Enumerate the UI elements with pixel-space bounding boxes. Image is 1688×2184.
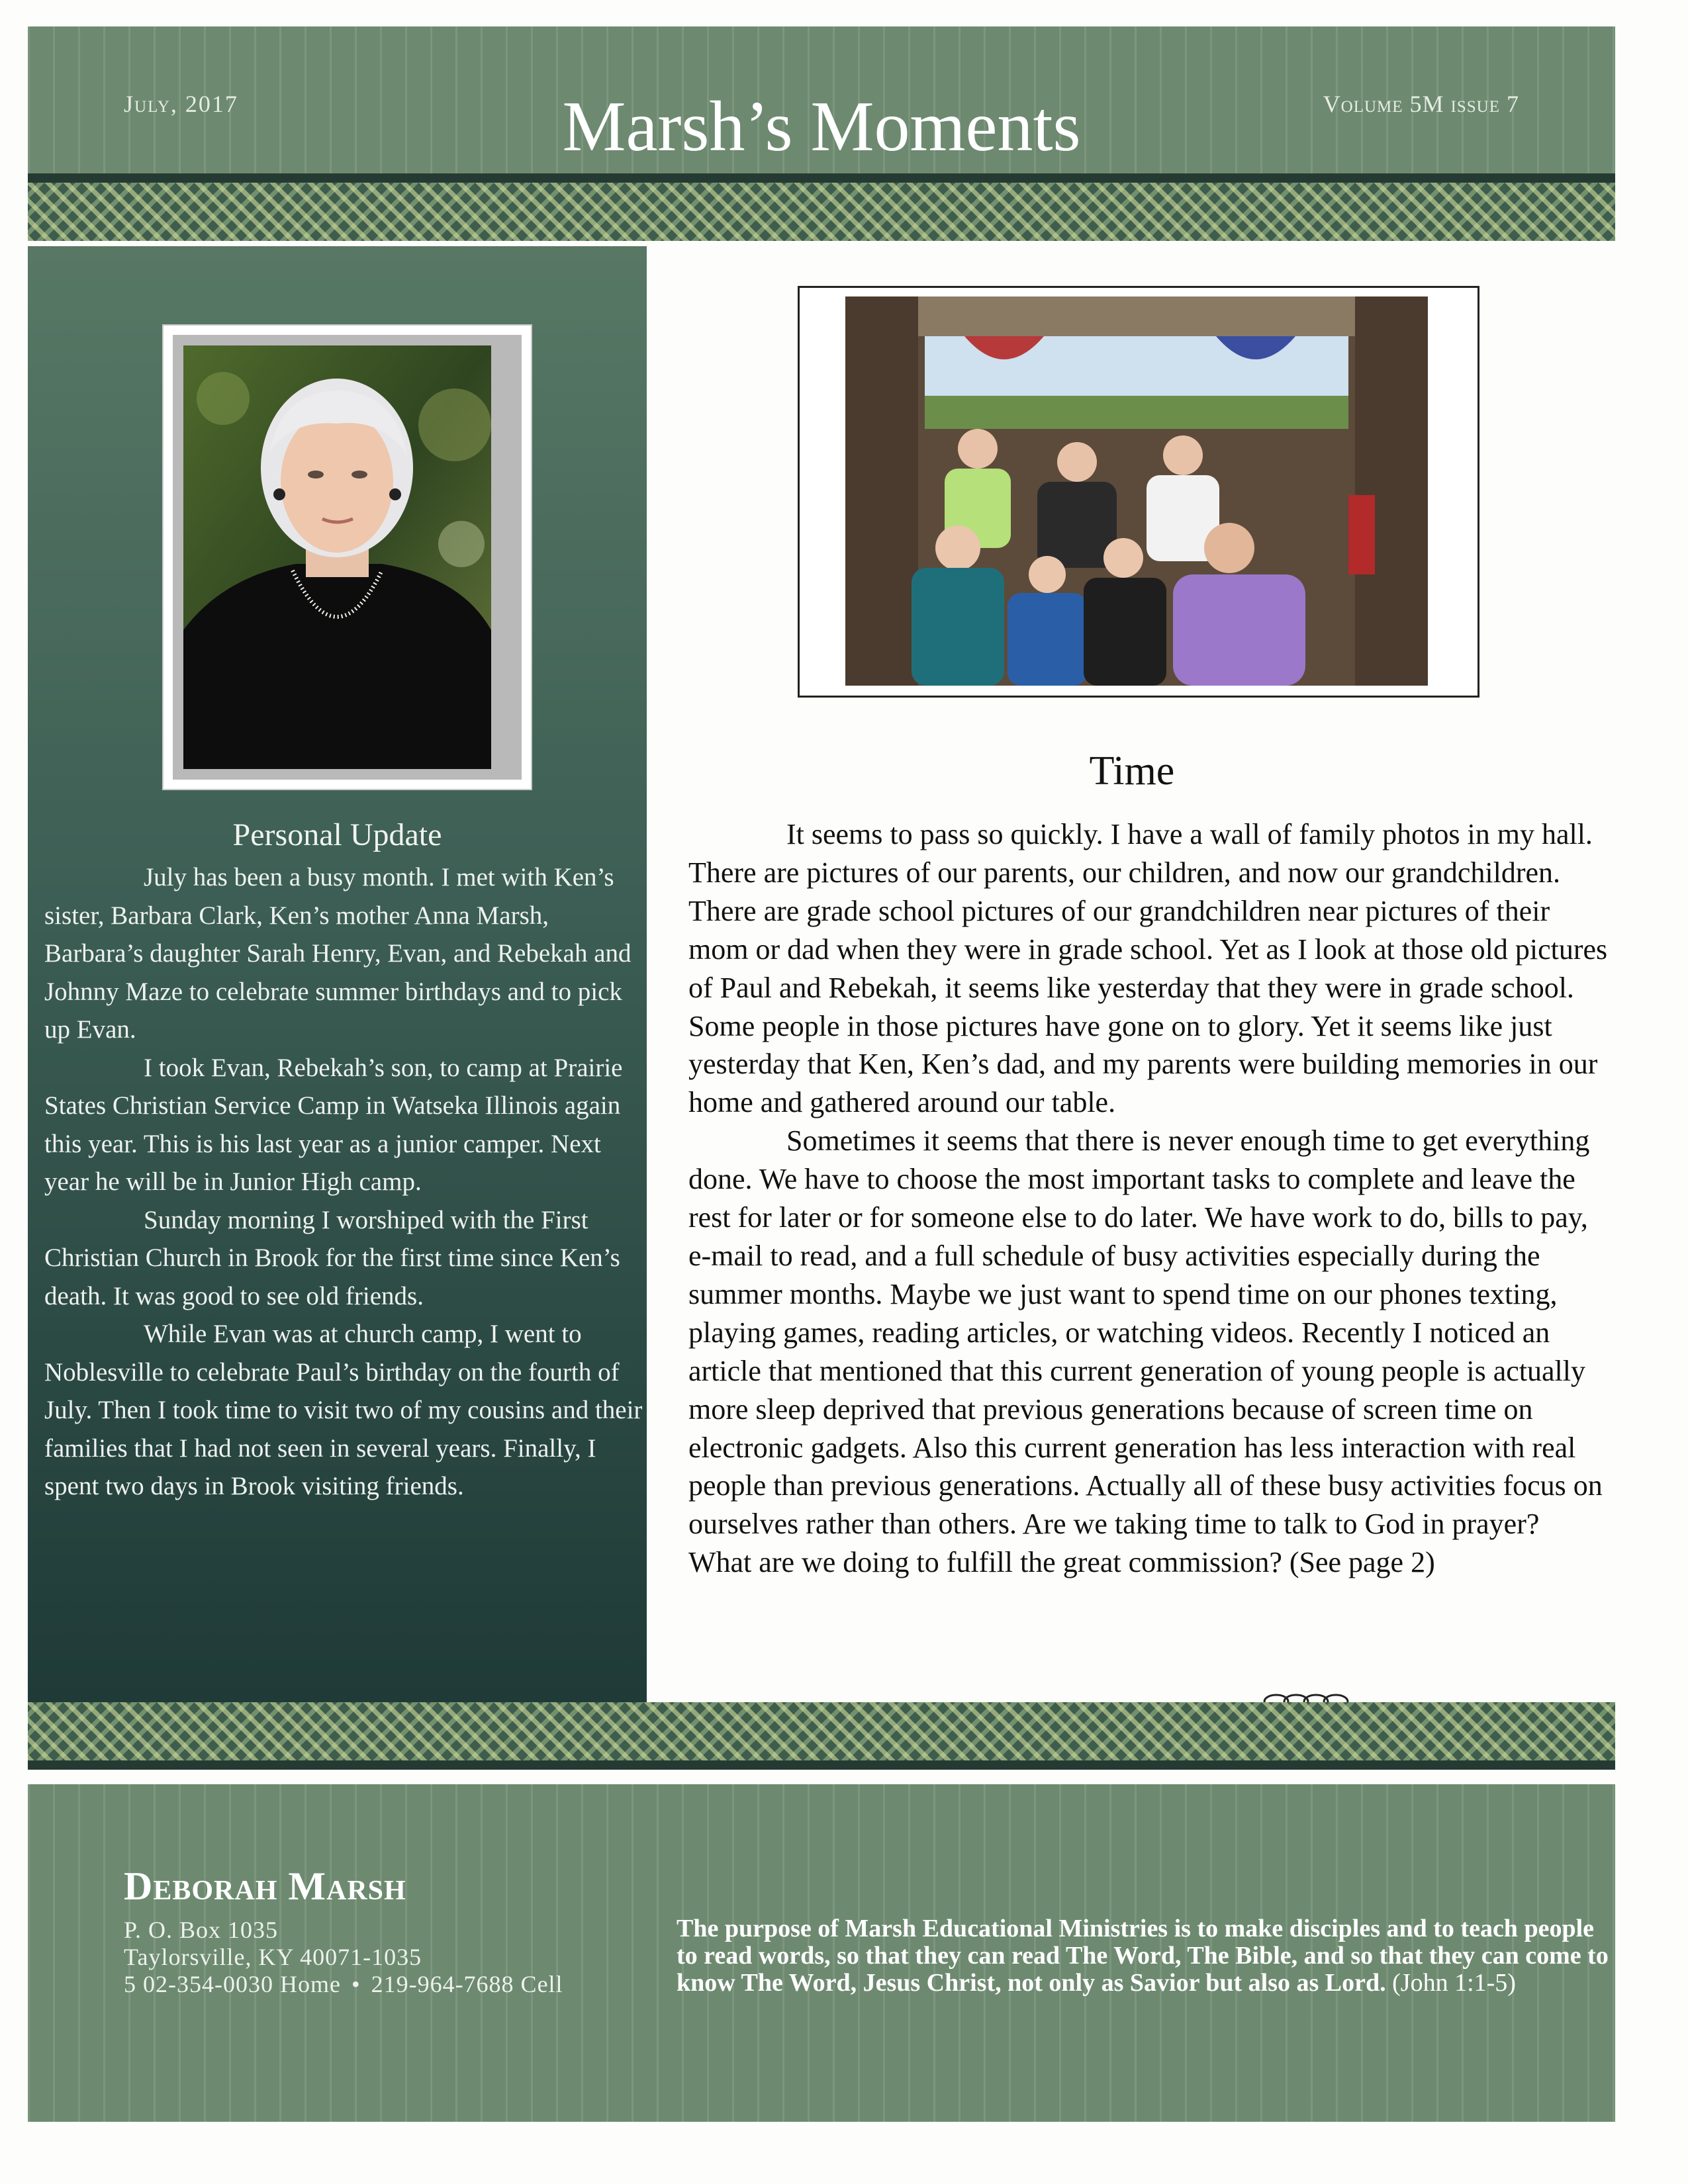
header-divider — [28, 173, 1615, 183]
personal-update-heading: Personal Update — [232, 817, 442, 852]
family-photo-frame — [798, 286, 1479, 698]
article-body — [688, 815, 1609, 1582]
author-address — [124, 1917, 563, 1998]
article-title: Time — [1089, 749, 1175, 794]
article-paragraph: Sometimes it seems that there is never enough time to get everything done. We have to choose the most important tasks to complete and leave the rest for later or for someone else to do later. We have work to do, bills to pay, e-mail to read, and a full schedule of busy activities especially during the summer months. Maybe we just want to spend time on our phones texting, playing games, reading articles, or watching videos. Recently I noticed an article that mentioned that this current generation of young people is actually more sleep deprived that previous generations because of screen time on electronic gadgets. Also this current generation has less interaction with real people than previous generations. Actually all of these busy activities focus on ourselves rather than others. Are we taking time to talk to God in prayer? What are we doing to fulfill the great commission? (See page 2) — [688, 1124, 1603, 1579]
personal-update-paragraph: While Evan was at church camp, I went to Noblesville to celebrate Paul’s birthday on the fourth of July. Then I took time to visit two of my cousins and their families that I had not seen in several years. Finally, I spent two days in Brook visiting friends. — [44, 1320, 643, 1500]
personal-update-paragraph: July has been a busy month. I met with Ken’s sister, Barbara Clark, Ken’s mother Anna Marsh, Barbara’s daughter Sarah Henry, Evan, and Rebekah and Johnny Maze to celebrate summer birthdays and to pick up Evan. — [44, 863, 632, 1044]
mission-scripture-ref: (John 1:1-5) — [1392, 1969, 1516, 1997]
personal-update-body — [44, 858, 643, 1506]
address-line-2: Taylorsville, KY 40071-1035 — [124, 1944, 422, 1970]
newsletter-title: Marsh’s Moments — [562, 87, 1081, 166]
separator-bullet: • — [351, 1971, 361, 1997]
footer — [28, 1784, 1615, 2122]
footer-divider — [28, 1760, 1615, 1770]
address-line-1: P. O. Box 1035 — [124, 1917, 279, 1943]
author-name: Deborah Marsh — [124, 1864, 406, 1908]
mission-statement — [677, 1915, 1617, 1997]
masthead — [28, 26, 1615, 176]
issue-date: July, 2017 — [124, 91, 238, 117]
sidebar — [28, 246, 647, 1702]
portrait-photo — [183, 345, 491, 769]
article-paragraph: It seems to pass so quickly. I have a wall of family photos in my hall. There are pictures of our parents, our children, and now our grandchildren. There are grade school pictures of our grandchildren near pictures of their mom or dad when they were in grade school. Yet as I look at those old pictures of Paul and Rebekah, it seems like yesterday that they were in grade school. Some people in those pictures have gone on to glory. Yet it seems like just yesterday that Ken, Ken’s dad, and my parents were building memories in our home and gathered around our table. — [688, 818, 1608, 1119]
top-pattern-band — [28, 183, 1615, 241]
home-phone: 5 02-354-0030 Home — [124, 1971, 341, 1997]
cell-phone: 219-964-7688 Cell — [371, 1971, 563, 1997]
family-photo — [845, 296, 1428, 686]
personal-update-paragraph: Sunday morning I worshiped with the First Christian Church in Brook for the first time since Ken’s death. It was good to see old friends. — [44, 1205, 620, 1310]
mission-text: The purpose of Marsh Educational Ministries is to make disciples and to teach people to read words, so that they can read The Word, The Bible, and so that they can come to know The Word, Jesus Christ, not only as Savior but also as Lord. — [677, 1915, 1609, 1997]
phone-line — [124, 1971, 563, 1998]
issue-volume: Volume 5M issue 7 — [1323, 91, 1519, 117]
portrait-frame — [164, 326, 531, 789]
bottom-pattern-band — [28, 1702, 1615, 1760]
personal-update-paragraph: I took Evan, Rebekah’s son, to camp at Prairie States Christian Service Camp in Watseka Illinois again this year. This is his last year as a junior camper. Next year he will be in Junior High camp. — [44, 1053, 623, 1196]
